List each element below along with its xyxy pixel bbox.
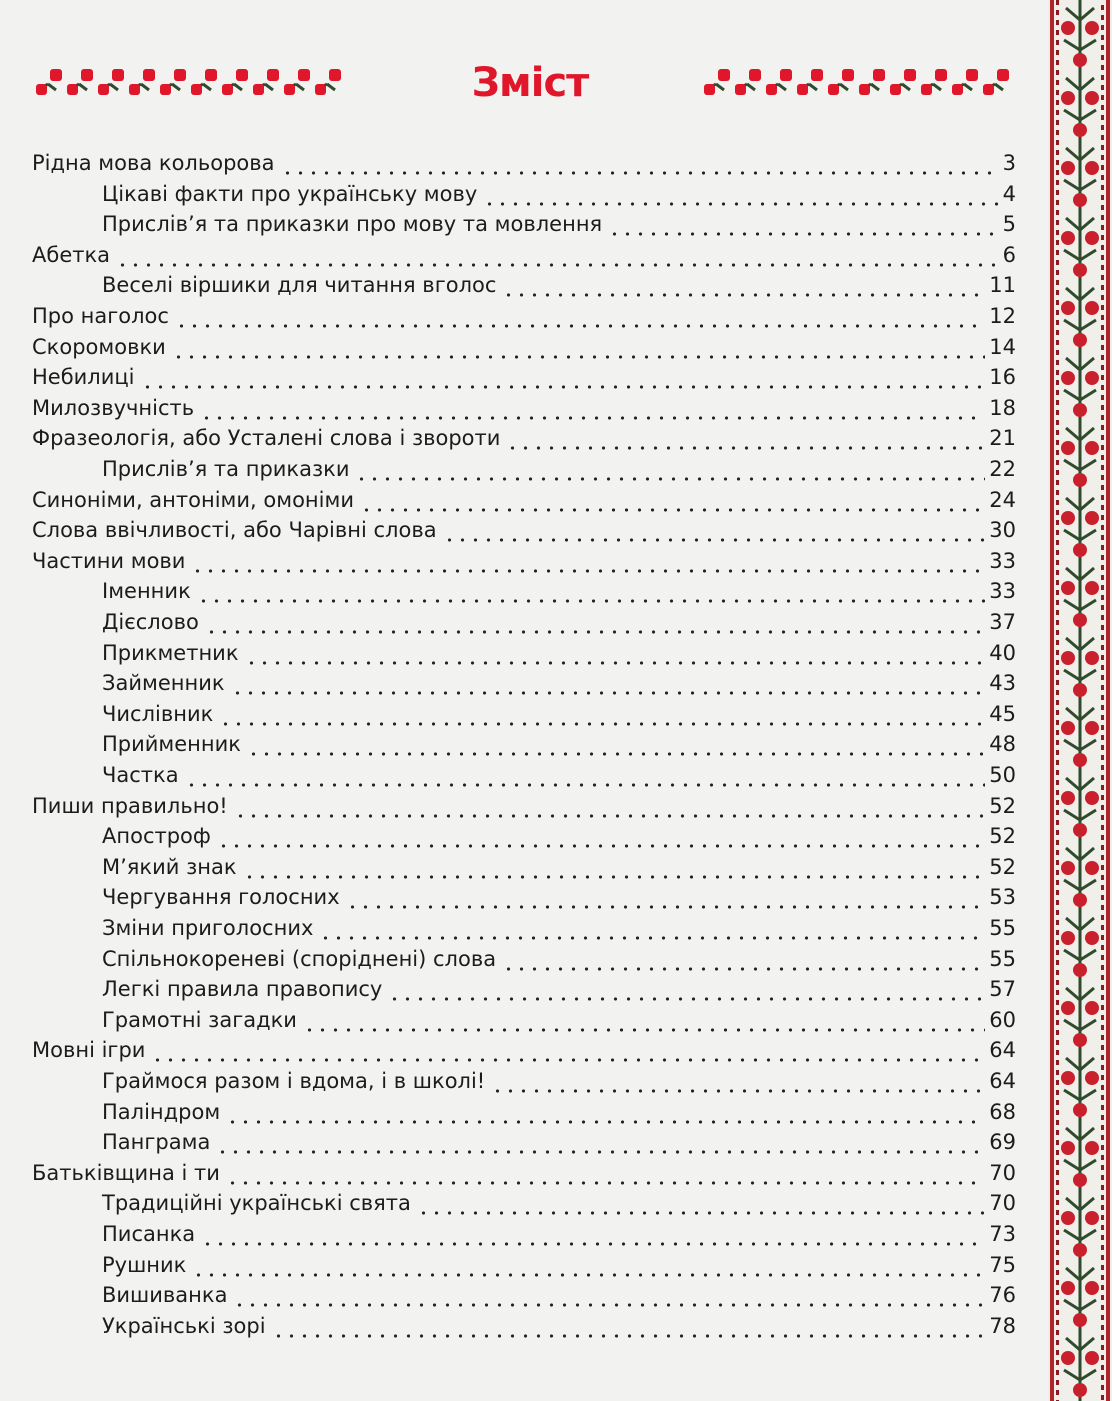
toc-entry-label: Слова ввічливості, або Чарівні слова xyxy=(32,518,437,543)
toc-entry-label: Панграма xyxy=(102,1130,211,1155)
toc-entry[interactable] xyxy=(102,1097,1016,1127)
page-title: Зміст xyxy=(471,60,589,106)
toc-entry-label: Чергування голосних xyxy=(102,885,340,910)
toc-entry-label: Прислів’я та приказки про мову та мовлення xyxy=(102,212,603,237)
toc-entry-label: Частка xyxy=(102,763,179,787)
toc-entry-label: Частини мови xyxy=(32,548,186,573)
dot-leader xyxy=(608,209,998,239)
toc-entry-label: Числівник xyxy=(102,701,214,726)
dot-leader xyxy=(234,791,986,821)
dot-leader xyxy=(217,821,985,851)
toc-entry-page: 24 xyxy=(989,487,1016,512)
toc-entry-page: 6 xyxy=(1002,242,1016,267)
dot-leader xyxy=(231,668,986,698)
toc-entry-page: 64 xyxy=(989,1038,1016,1063)
toc-entry-label: Веселі віршики для читання вголос xyxy=(102,273,497,298)
dot-leader xyxy=(226,1158,985,1188)
toc-entry-label: Фразеологія, або Усталені слова і звороти xyxy=(32,426,501,451)
dot-leader xyxy=(491,1066,985,1096)
toc-entry[interactable] xyxy=(102,913,1016,943)
embroidered-border-icon xyxy=(1048,0,1112,1401)
toc-entry[interactable] xyxy=(102,729,1016,759)
dot-leader xyxy=(346,882,986,912)
dot-leader xyxy=(483,179,998,209)
dot-leader xyxy=(197,576,986,606)
toc-entry[interactable] xyxy=(32,515,1016,545)
toc-entry-label: Іменник xyxy=(102,579,191,604)
toc-entry-page: 4 xyxy=(1002,181,1016,206)
toc-entry[interactable] xyxy=(102,699,1016,729)
dot-leader xyxy=(191,546,985,576)
toc-entry-label: Пиши правильно! xyxy=(32,793,228,818)
toc-entry-page: 5 xyxy=(1002,212,1016,237)
toc-entry[interactable] xyxy=(32,1035,1016,1065)
dot-leader xyxy=(319,913,985,943)
dot-leader xyxy=(201,1219,985,1249)
dot-leader xyxy=(185,760,986,790)
toc-entry-label: Грамотні загадки xyxy=(102,1007,297,1032)
toc-entry-page: 14 xyxy=(989,334,1016,359)
toc-entry[interactable] xyxy=(32,423,1016,453)
toc-entry-page: 64 xyxy=(989,1069,1016,1093)
toc-entry-label: Батьківщина і ти xyxy=(32,1160,220,1185)
dot-leader xyxy=(506,423,985,453)
toc-entry-label: Традиційні українські свята xyxy=(102,1191,411,1216)
toc-entry-page: 78 xyxy=(989,1313,1016,1338)
toc-entry-page: 3 xyxy=(1002,151,1016,175)
toc-entry-page: 48 xyxy=(989,732,1016,757)
toc-entry-label: Про наголос xyxy=(32,304,169,328)
toc-entry-label: Рідна мова кольорова xyxy=(32,151,275,175)
toc-entry-label: Дієслово xyxy=(102,610,199,634)
toc-entry-page: 73 xyxy=(989,1222,1016,1246)
dot-leader xyxy=(151,1035,985,1065)
dot-leader xyxy=(192,1250,985,1280)
toc-entry[interactable] xyxy=(102,852,1016,882)
dot-leader xyxy=(502,944,985,974)
dot-leader xyxy=(245,638,986,668)
toc-entry-label: Писанка xyxy=(102,1222,196,1246)
toc-entry[interactable] xyxy=(102,1280,1016,1310)
toc-entry-page: 52 xyxy=(989,824,1016,849)
toc-entry-page: 75 xyxy=(989,1252,1016,1277)
dot-leader xyxy=(141,362,986,392)
toc-entry[interactable] xyxy=(32,240,1016,270)
toc-entry-page: 37 xyxy=(989,610,1016,634)
dot-leader xyxy=(417,1188,985,1218)
toc-entry-page: 68 xyxy=(989,1099,1016,1124)
toc-entry-label: Прийменник xyxy=(102,732,241,757)
toc-entry-label: Вишиванка xyxy=(102,1283,228,1308)
toc-entry[interactable] xyxy=(102,209,1016,239)
toc-entry-label: Абетка xyxy=(32,242,111,267)
toc-entry-page: 33 xyxy=(989,579,1016,604)
toc-entry-label: Зміни приголосних xyxy=(102,916,314,940)
toc-entry-page: 57 xyxy=(989,977,1016,1002)
toc-entry-page: 43 xyxy=(989,671,1016,696)
toc-entry-label: Прислів’я та приказки xyxy=(102,457,350,481)
toc-entry-label: Прикметник xyxy=(102,640,239,665)
toc-entry[interactable] xyxy=(102,1219,1016,1249)
toc-entry-label: Мовні ігри xyxy=(32,1038,146,1063)
dot-leader xyxy=(216,1127,985,1157)
toc-entry[interactable] xyxy=(102,944,1016,974)
toc-entry-page: 18 xyxy=(989,395,1016,420)
dot-leader xyxy=(200,393,985,423)
toc-entry[interactable] xyxy=(102,607,1016,637)
toc-entry-label: Скоромовки xyxy=(32,334,166,359)
toc-entry-label: Граймося разом і вдома, і в школі! xyxy=(102,1069,486,1093)
toc-entry-label: Паліндром xyxy=(102,1099,221,1124)
dot-leader xyxy=(281,148,999,178)
toc-entry[interactable] xyxy=(32,362,1016,392)
toc-entry-page: 45 xyxy=(989,701,1016,726)
toc-entry-label: Спільнокореневі (споріднені) слова xyxy=(102,946,497,971)
dot-leader xyxy=(172,332,985,362)
toc-entry[interactable] xyxy=(102,760,1016,790)
toc-entry[interactable] xyxy=(102,974,1016,1004)
dot-leader xyxy=(247,729,985,759)
toc-entry[interactable] xyxy=(32,1158,1016,1188)
dot-leader xyxy=(226,1097,985,1127)
toc-entry-label: Милозвучність xyxy=(32,395,195,420)
toc-entry-page: 22 xyxy=(989,457,1016,481)
dot-leader xyxy=(175,301,985,331)
toc-entry-label: Легкі правила правопису xyxy=(102,977,383,1002)
dot-leader xyxy=(116,240,999,270)
toc-entry-page: 70 xyxy=(989,1191,1016,1216)
dot-leader xyxy=(443,515,986,545)
toc-entry[interactable] xyxy=(32,546,1016,576)
toc-entry[interactable] xyxy=(102,1066,1016,1096)
toc-entry-page: 55 xyxy=(989,946,1016,971)
toc-entry[interactable] xyxy=(102,821,1016,851)
toc-entry[interactable] xyxy=(32,301,1016,331)
dot-leader xyxy=(303,1005,985,1035)
toc-entry[interactable] xyxy=(102,1311,1016,1341)
toc-entry-page: 52 xyxy=(989,854,1016,879)
toc-entry-page: 12 xyxy=(989,304,1016,328)
toc-entry[interactable] xyxy=(32,791,1016,821)
toc-entry[interactable] xyxy=(102,638,1016,668)
toc-entry-page: 60 xyxy=(989,1007,1016,1032)
toc-entry[interactable] xyxy=(102,1188,1016,1218)
toc-entry-page: 33 xyxy=(989,548,1016,573)
toc-entry-page: 16 xyxy=(989,365,1016,390)
dot-leader xyxy=(205,607,985,637)
dot-leader xyxy=(360,485,985,515)
toc-entry[interactable] xyxy=(102,1250,1016,1280)
toc-entry[interactable] xyxy=(102,454,1016,484)
toc-entry[interactable] xyxy=(32,148,1016,178)
dot-leader xyxy=(502,270,985,300)
toc-entry-label: Цікаві факти про українську мову xyxy=(102,181,478,206)
dot-leader xyxy=(388,974,985,1004)
toc-entry-label: Рушник xyxy=(102,1252,187,1277)
toc-entry-page: 53 xyxy=(989,885,1016,910)
dot-leader xyxy=(233,1280,985,1310)
toc-entry[interactable] xyxy=(32,485,1016,515)
toc-entry[interactable] xyxy=(32,332,1016,362)
toc-entry-label: Синоніми, антоніми, омоніми xyxy=(32,487,354,512)
dot-leader xyxy=(219,699,985,729)
toc-entry-page: 21 xyxy=(989,426,1016,451)
dot-leader xyxy=(272,1311,986,1341)
toc-entry-page: 50 xyxy=(989,763,1016,787)
toc-entry[interactable] xyxy=(102,882,1016,912)
toc-entry-label: М’який знак xyxy=(102,854,237,879)
toc-entry-page: 55 xyxy=(989,916,1016,940)
toc-entry-label: Українські зорі xyxy=(102,1313,266,1338)
toc-entry[interactable] xyxy=(102,668,1016,698)
toc-entry-page: 70 xyxy=(989,1160,1016,1185)
dot-leader xyxy=(243,852,986,882)
toc-entry-page: 11 xyxy=(989,273,1016,298)
toc-entry-label: Займенник xyxy=(102,671,225,696)
toc-entry[interactable] xyxy=(102,1005,1016,1035)
toc-entry-label: Апостроф xyxy=(102,824,211,849)
toc-entry-page: 40 xyxy=(989,640,1016,665)
toc-entry-page: 52 xyxy=(989,793,1016,818)
toc-entry-page: 76 xyxy=(989,1283,1016,1308)
toc-entry-page: 69 xyxy=(989,1130,1016,1155)
toc-entry[interactable] xyxy=(102,179,1016,209)
dot-leader xyxy=(355,454,985,484)
toc-entry[interactable] xyxy=(102,270,1016,300)
toc-entry-label: Небилиці xyxy=(32,365,135,390)
toc-entry[interactable] xyxy=(102,576,1016,606)
toc-entry-page: 30 xyxy=(989,518,1016,543)
toc-entry[interactable] xyxy=(102,1127,1016,1157)
toc-entry[interactable] xyxy=(32,393,1016,423)
